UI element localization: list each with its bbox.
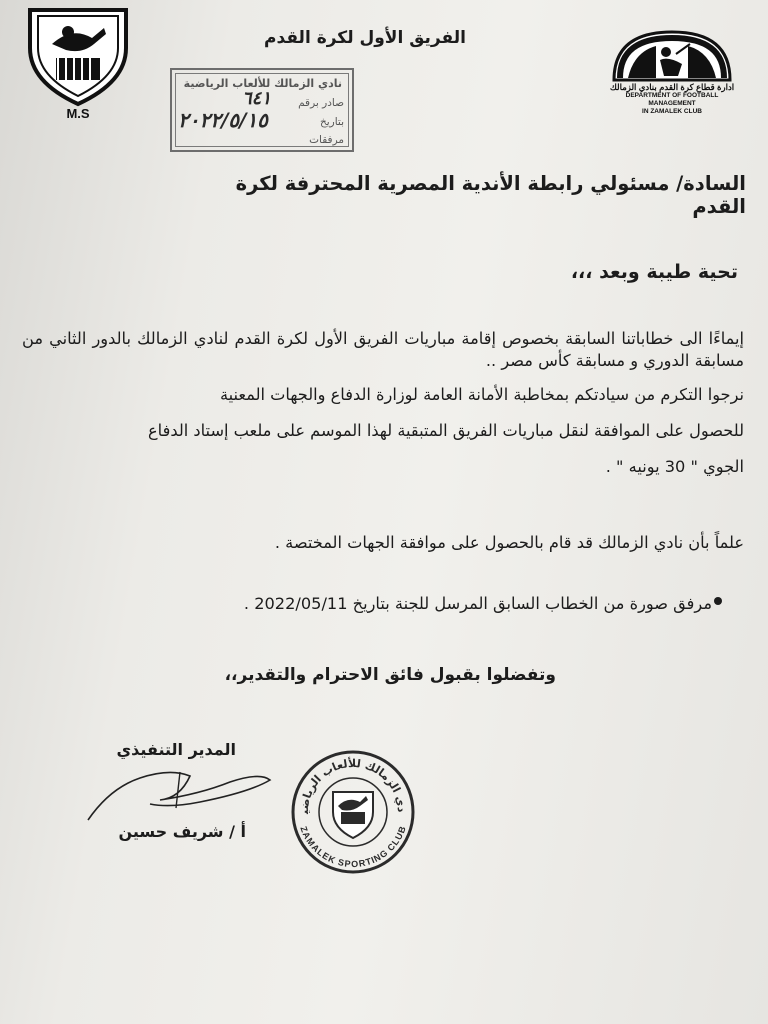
paragraph-2-line-1: نرجوا التكرم من سيادتكم بمخاطبة الأمانة العامة لوزارة الدفاع والجهات المعنية	[219, 385, 744, 404]
stamp-club-name: نادي الزمالك للألعاب الرياضية	[183, 77, 342, 90]
department-name-en-2: IN ZAMALEK CLUB	[642, 108, 702, 115]
paragraph-2-line-3: الجوي " 30 يونيه " .	[605, 457, 744, 476]
stamp-date-value: ٢٠٢٢/٥/١٥	[178, 108, 268, 132]
greeting: تحية طيبة وبعد ،،،	[570, 261, 738, 283]
zamalek-crest-logo	[22, 4, 134, 122]
club-seal	[286, 746, 420, 876]
seal-text-en: ZAMALEK SPORTING CLUB	[298, 824, 408, 870]
seal-text-ar: دي الزمالك للألعاب الرياضي	[297, 756, 409, 815]
paragraph-2	[22, 384, 744, 492]
team-title: الفريق الأول لكرة القدم	[264, 28, 466, 48]
department-name-ar: ادارة قطاع كرة القدم بنادي الزمالك	[609, 82, 735, 92]
stamp-issued-number: ٦٤١	[242, 88, 272, 109]
bullet-icon	[714, 597, 722, 605]
attachment-note: مرفق صورة من الخطاب السابق المرسل للجنة بتاريخ 2022/05/11 .	[243, 594, 712, 613]
signatory-name: أ / شريف حسين	[118, 822, 246, 841]
registry-stamp	[170, 68, 354, 152]
paragraph-1: إيماءًا الى خطاباتنا السابقة بخصوص إقامة مباريات الفريق الأول لكرة القدم لنادي الزمالك بالدور الثاني من مسابقة الدوري و مسابقة كأس مصر ..	[22, 329, 744, 370]
department-name-en-1: DEPARTMENT OF FOOTBALL MANAGEMENT	[625, 92, 719, 107]
stamp-attachments-label: مرفقات	[309, 134, 344, 146]
stamp-date-label: بتاريخ	[319, 116, 344, 128]
crest-initials: M.S	[66, 106, 90, 121]
closing-line: وتفضلوا بقبول فائق الاحترام والتقدير،،	[224, 665, 556, 685]
paragraph-2-line-2: للحصول على الموافقة لنقل مباريات الفريق المتبقية لهذا الموسم على ملعب إستاد الدفاع	[148, 421, 744, 440]
stamp-issued-label: صادر برقم	[298, 97, 344, 109]
handwritten-signature	[80, 748, 280, 828]
department-name	[606, 82, 738, 116]
recipient-line: السادة/ مسئولي رابطة الأندية المصرية المحترفة لكرة القدم	[235, 172, 746, 218]
paragraph-3: علماً بأن نادي الزمالك قد قام بالحصول على موافقة الجهات المختصة .	[274, 533, 744, 552]
signatory-title: المدير التنفيذي	[116, 740, 236, 759]
